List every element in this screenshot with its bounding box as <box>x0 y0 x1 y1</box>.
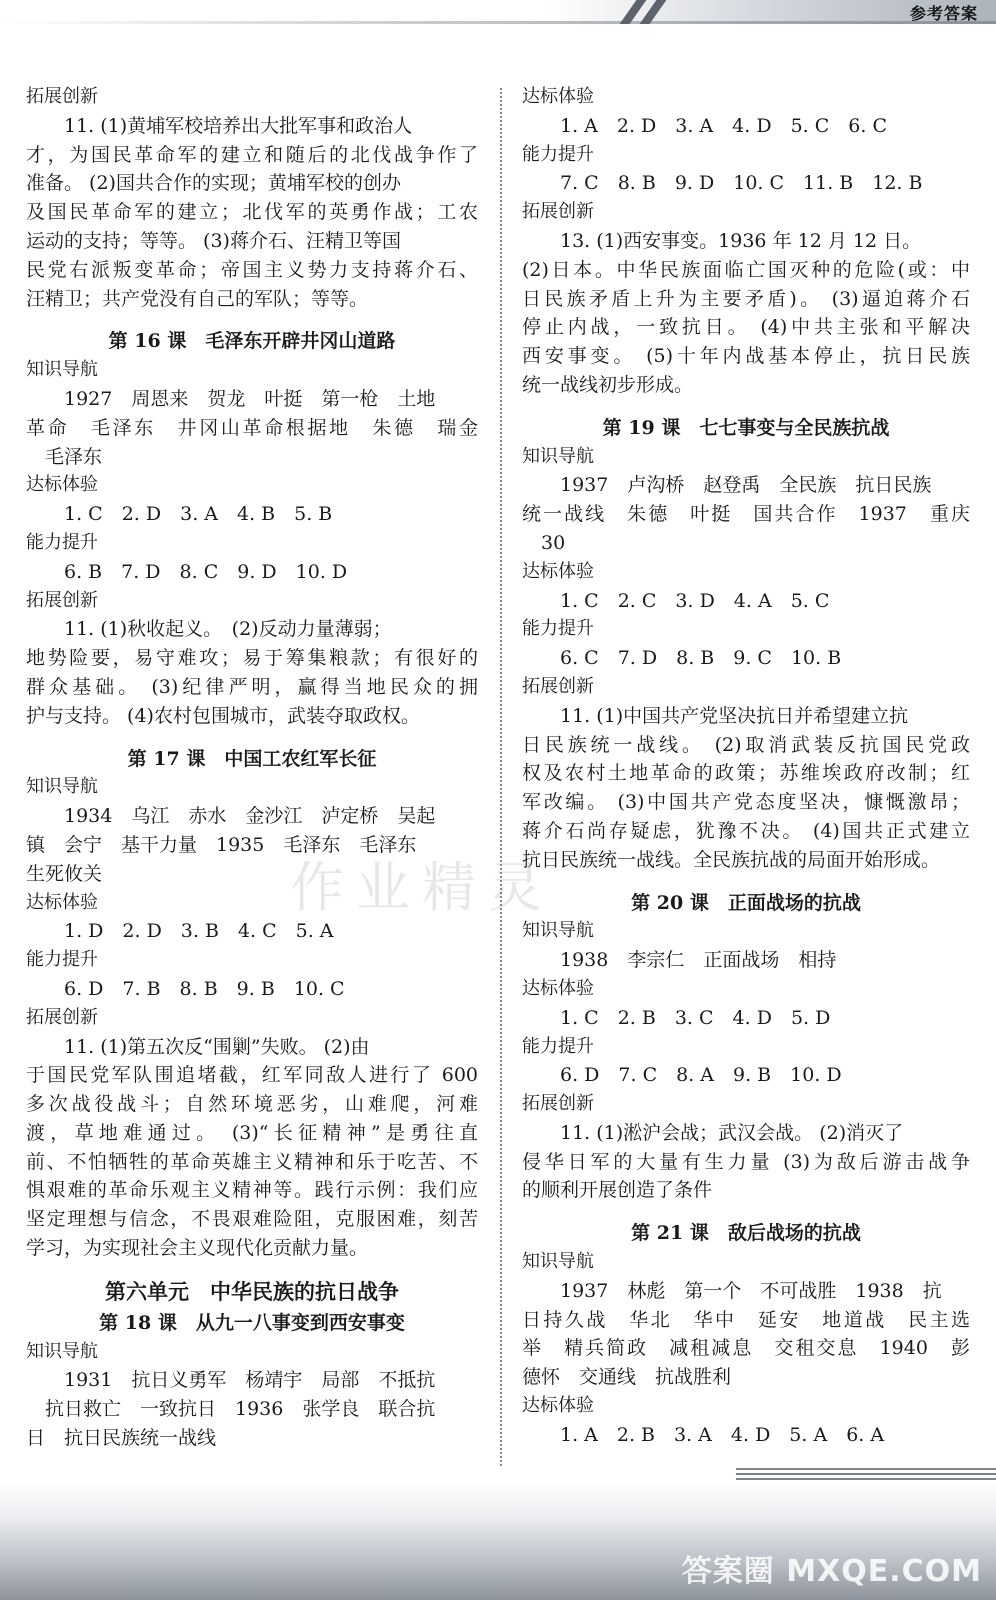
section-heading: 知识导航 <box>522 920 594 942</box>
lesson-title: 第 17 课 中国工农红军长征 <box>127 747 377 770</box>
footer-stripes <box>736 1468 996 1482</box>
answer-line: 6. D 7. C 8. A 9. B 10. D <box>560 1064 842 1087</box>
right-column <box>522 83 970 1450</box>
left-column <box>26 83 478 1453</box>
section-heading: 能力提升 <box>522 143 594 165</box>
section-heading: 知识导航 <box>26 359 98 381</box>
section-heading: 能力提升 <box>522 1035 594 1057</box>
answer-line: 1. D 2. D 3. B 4. C 5. A <box>64 920 334 943</box>
answer-line: 的顺利开展创造了条件 <box>522 1179 713 1202</box>
section-heading: 拓展创新 <box>522 201 594 223</box>
watermark: 作业精灵 <box>290 856 554 919</box>
answer-line: 于国民党军队围追堵截，红军同敌人进行了 600 <box>26 1064 478 1087</box>
lesson-title: 第 21 课 敌后战场的抗战 <box>631 1222 861 1245</box>
answer-line: 1931 抗日义勇军 杨靖宇 局部 不抵抗 <box>64 1369 436 1392</box>
answer-line: 运动的支持；等等。 (3)蒋介石、汪精卫等国 <box>26 229 401 252</box>
answer-line: 13. (1)西安事变。1936 年 12 月 12 日。 <box>560 229 922 252</box>
section-heading: 能力提升 <box>26 949 98 971</box>
section-heading: 拓展创新 <box>522 675 594 697</box>
answer-line: 权及农村土地革命的政策；苏维埃政府改制；红 <box>522 762 970 785</box>
answer-line: 学习，为实现社会主义现代化贡献力量。 <box>26 1237 369 1260</box>
answer-line: 1. A 2. D 3. A 4. D 5. C 6. C <box>560 114 887 137</box>
answer-line: 惧艰难的革命乐观主义精神等。践行示例：我们应 <box>26 1179 478 1202</box>
answer-line: 才，为国民革命军的建立和随后的北伐战争作了 <box>26 143 478 166</box>
answer-line: 日民族矛盾上升为主要矛盾)。 (3)逼迫蒋介石 <box>522 287 970 310</box>
answer-line: 民党右派叛变革命；帝国主义势力支持蒋介石、 <box>26 258 478 281</box>
section-heading: 达标体验 <box>522 977 594 999</box>
answer-line: 11. (1)黄埔军校培养出大批军事和政治人 <box>64 114 413 137</box>
answer-line: 德怀 交通线 抗战胜利 <box>522 1366 732 1389</box>
answer-line: 日民族统一战线。 (2)取消武装反抗国民党政 <box>522 733 970 756</box>
section-heading: 达标体验 <box>522 560 594 582</box>
header-stripe <box>0 21 996 24</box>
answer-line: 11. (1)第五次反“围剿”失败。 (2)由 <box>64 1035 370 1058</box>
answer-line: 护与支持。 (4)农村包围城市，武装夺取政权。 <box>26 704 420 727</box>
answer-line: 毛泽东 <box>45 445 103 468</box>
lesson-title: 第 19 课 七七事变与全民族抗战 <box>602 416 890 439</box>
lesson-title: 第 16 课 毛泽东开辟井冈山道路 <box>108 330 396 353</box>
answer-line: 1934 乌江 赤水 金沙江 泸定桥 吴起 <box>64 805 436 828</box>
answer-line: 准备。 (2)国共合作的实现；黄埔军校的创办 <box>26 172 401 195</box>
answer-line: 前、不怕牺牲的革命英雄主义精神和乐于吃苦、不 <box>26 1150 478 1173</box>
answer-line: 1937 林彪 第一个 不可战胜 1938 抗 <box>560 1279 942 1302</box>
section-heading: 拓展创新 <box>26 589 98 611</box>
answer-line: 1. C 2. C 3. D 4. A 5. C <box>560 589 830 612</box>
section-heading: 拓展创新 <box>522 1093 594 1115</box>
answer-line: 11. (1)中国共产党坚决抗日并希望建立抗 <box>560 704 909 727</box>
answer-line: 及国民革命军的建立；北伐军的英勇作战；工农 <box>26 201 478 224</box>
lesson-title: 第 18 课 从九一八事变到西安事变 <box>99 1311 405 1334</box>
answer-line: 汪精卫；共产党没有自己的军队；等等。 <box>26 287 369 310</box>
answer-line: 11. (1)秋收起义。 (2)反动力量薄弱； <box>64 618 392 641</box>
answer-line: 抗日救亡 一致抗日 1936 张学良 联合抗 <box>45 1398 436 1421</box>
answer-line: 坚定理想与信念，不畏艰难险阻，克服困难，刻苦 <box>26 1208 478 1231</box>
section-heading: 知识导航 <box>522 445 594 467</box>
answer-line: 1. C 2. B 3. C 4. D 5. D <box>560 1006 831 1029</box>
answer-line: (2)日本。中华民族面临亡国灭种的危险(或：中 <box>522 258 970 281</box>
answer-line: 镇 会宁 基干力量 1935 毛泽东 毛泽东 <box>26 833 417 856</box>
section-heading: 知识导航 <box>522 1251 594 1273</box>
answer-line: 革命 毛泽东 井冈山革命根据地 朱德 瑞金 <box>26 416 478 439</box>
column-divider <box>500 88 502 1466</box>
section-heading: 能力提升 <box>522 618 594 640</box>
section-heading: 拓展创新 <box>26 1006 98 1028</box>
answer-line: 蒋介石尚存疑虑，犹豫不决。 (4)国共正式建立 <box>522 819 970 842</box>
answer-line: 日持久战 华北 华中 延安 地道战 民主选 <box>522 1308 970 1331</box>
section-heading: 知识导航 <box>26 776 98 798</box>
answer-line: 6. B 7. D 8. C 9. D 10. D <box>64 560 348 583</box>
answer-line: 统一战线初步形成。 <box>522 373 694 396</box>
section-heading: 知识导航 <box>26 1340 98 1362</box>
lesson-title: 第 20 课 正面战场的抗战 <box>631 891 861 914</box>
answer-line: 11. (1)淞沪会战；武汉会战。 (2)消灭了 <box>560 1121 904 1144</box>
answer-line: 日 抗日民族统一战线 <box>26 1427 217 1450</box>
answer-line: 6. C 7. D 8. B 9. C 10. B <box>560 647 842 670</box>
answer-line: 西安事变。 (5)十年内战基本停止，抗日民族 <box>522 345 970 368</box>
unit-title: 第六单元 中华民族的抗日战争 <box>105 1278 399 1304</box>
answer-line: 1937 卢沟桥 赵登禹 全民族 抗日民族 <box>560 474 932 497</box>
answer-line: 群众基础。 (3)纪律严明，赢得当地民众的拥 <box>26 675 478 698</box>
answer-line: 停止内战，一致抗日。 (4)中共主张和平解决 <box>522 316 970 339</box>
answer-line: 统一战线 朱德 叶挺 国共合作 1937 重庆 <box>522 503 970 526</box>
answer-line: 多次战役战斗；自然环境恶劣，山难爬，河难 <box>26 1093 478 1116</box>
answer-line: 1. A 2. B 3. A 4. D 5. A 6. A <box>560 1423 885 1446</box>
answer-line: 1927 周恩来 贺龙 叶挺 第一枪 土地 <box>64 387 436 410</box>
header-label: 参考答案 <box>909 4 978 23</box>
answer-line: 军改编。 (3)中国共产党态度坚决，慷慨激昂； <box>522 791 970 814</box>
section-heading: 达标体验 <box>26 474 98 496</box>
section-heading: 能力提升 <box>26 531 98 553</box>
footer-logo: 答案圈 MXQE.COM <box>681 1554 982 1589</box>
answer-line: 1938 李宗仁 正面战场 相持 <box>560 949 837 972</box>
answer-line: 地势险要，易守难攻；易于筹集粮款；有很好的 <box>26 647 478 670</box>
answer-line: 7. C 8. B 9. D 10. C 11. B 12. B <box>560 172 923 195</box>
answer-line: 30 <box>541 531 566 554</box>
answer-line: 渡，草地难通过。 (3)“长征精神”是勇往直 <box>26 1121 478 1144</box>
answer-line: 生死攸关 <box>26 862 103 885</box>
answer-line: 抗日民族统一战线。全民族抗战的局面开始形成。 <box>522 848 941 871</box>
section-heading: 达标体验 <box>522 1395 594 1417</box>
answer-line: 6. D 7. B 8. B 9. B 10. C <box>64 977 345 1000</box>
answer-line: 举 精兵简政 减租减息 交租交息 1940 彭 <box>522 1337 970 1360</box>
answer-line: 侵华日军的大量有生力量 (3)为敌后游击战争 <box>522 1150 970 1173</box>
answer-line: 1. C 2. D 3. A 4. B 5. B <box>64 503 333 526</box>
section-heading: 拓展创新 <box>26 86 98 107</box>
section-heading: 达标体验 <box>26 891 98 913</box>
section-heading: 达标体验 <box>522 86 594 107</box>
